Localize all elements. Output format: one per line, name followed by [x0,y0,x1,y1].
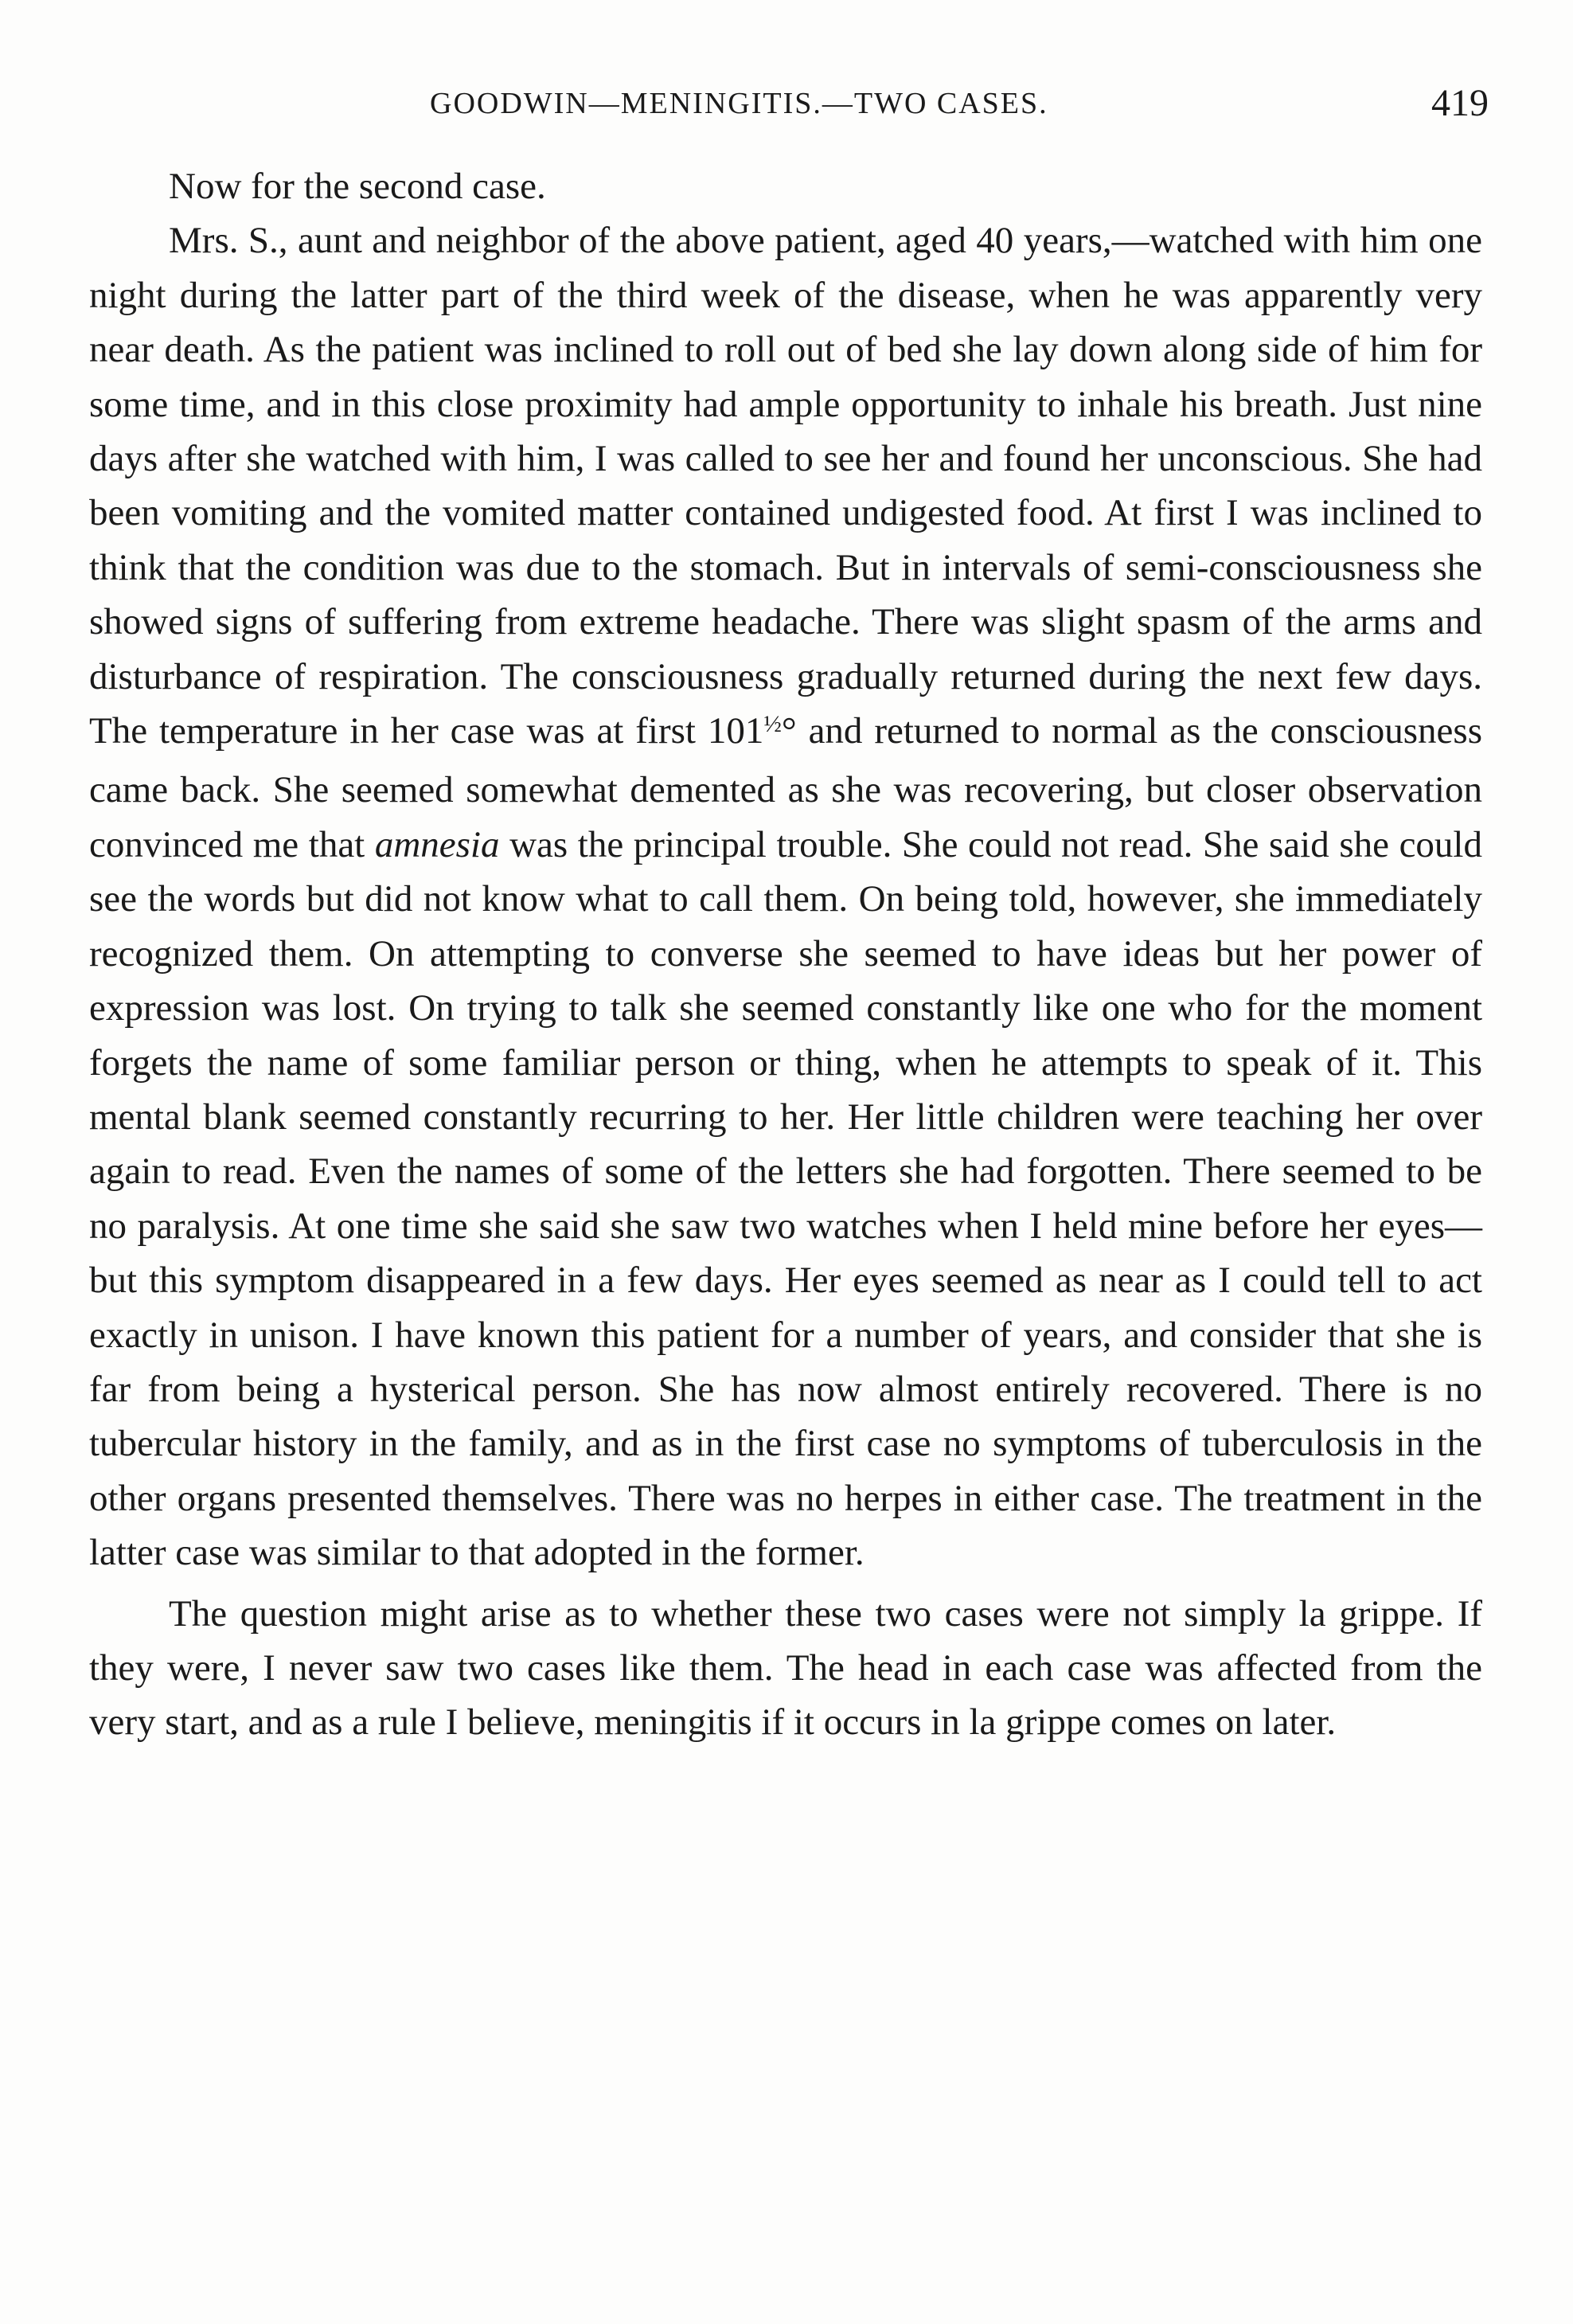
page-number: 419 [1431,82,1489,124]
page-header [88,72,1489,135]
paragraph-second-case-part-3: was the principal trouble. She could not read. She said she could see the words but did not know what to call them. On being told, however, she immediately recognized them. On attempting to converse she seemed to have ideas but her power of expression was lost. On trying to talk she seemed constantly like one who for the moment forgets the name of some familiar person or thing, when he attempts to speak of it. This mental blank seemed constantly recurring to her. Her little children were teaching her over again to read. Even the names of some of the letters she had forgotten. There seemed to be no paralysis. At one time she said she saw two watches when I held mine before her eyes—but this symptom disappeared in a few days. Her eyes seemed as near as I could tell to act exactly in unison. I have known this patient for a number of years, and consider that she is far from being a hysterical person. She has now almost entirely recovered. There is no tubercular history in the family, and as in the first case no symptoms of tuberculosis in the other organs presented themselves. There was no herpes in either case. The treatment in the latter case was similar to that adopted in the former. [89,823,1482,1574]
paragraph-second-case [89,213,1482,1580]
fraction-half: ½ [763,711,782,738]
paragraph-second-case-part-1: Mrs. S., aunt and neighbor of the above patient, aged 40 years,—watched with him one night during the latter part of the third week of the disease, when he was apparently very near death. As the patient was inclined to roll out of bed she lay down along side of him for some time, and in this close proximity had ample opportunity to inhale his breath. Just nine days after she watched with him, I was called to see her and found her unconscious. She had been vomiting and the vomited matter contained undigested food. At first I was inclined to think that the condition was due to the stomach. But in intervals of semi-consciousness she showed signs of suffering from extreme headache. There was slight spasm of the arms and disturbance of respiration. The consciousness gradually returned during the next few days. The temperature in her case was at first 101 [89,220,1482,752]
paragraph-la-grippe: The question might arise as to whether these two cases were not simply la grippe. If they were, I never saw two cases like them. The head in each case was affected from the very start, and as a rule I believe, meningitis if it occurs in la grippe comes on later. [89,1592,1482,1744]
running-title: GOODWIN—MENINGITIS.—TWO CASES. [430,87,1048,120]
italic-term-amnesia: amnesia [374,823,500,865]
paragraph-second-case-part-2: ° and returned to normal as the consciousness came back. She seemed somewhat demented as she was recovering, but closer observation convinced me that [89,710,1482,865]
paragraph-intro: Now for the second case. [169,166,546,207]
body-text [89,159,1482,1750]
